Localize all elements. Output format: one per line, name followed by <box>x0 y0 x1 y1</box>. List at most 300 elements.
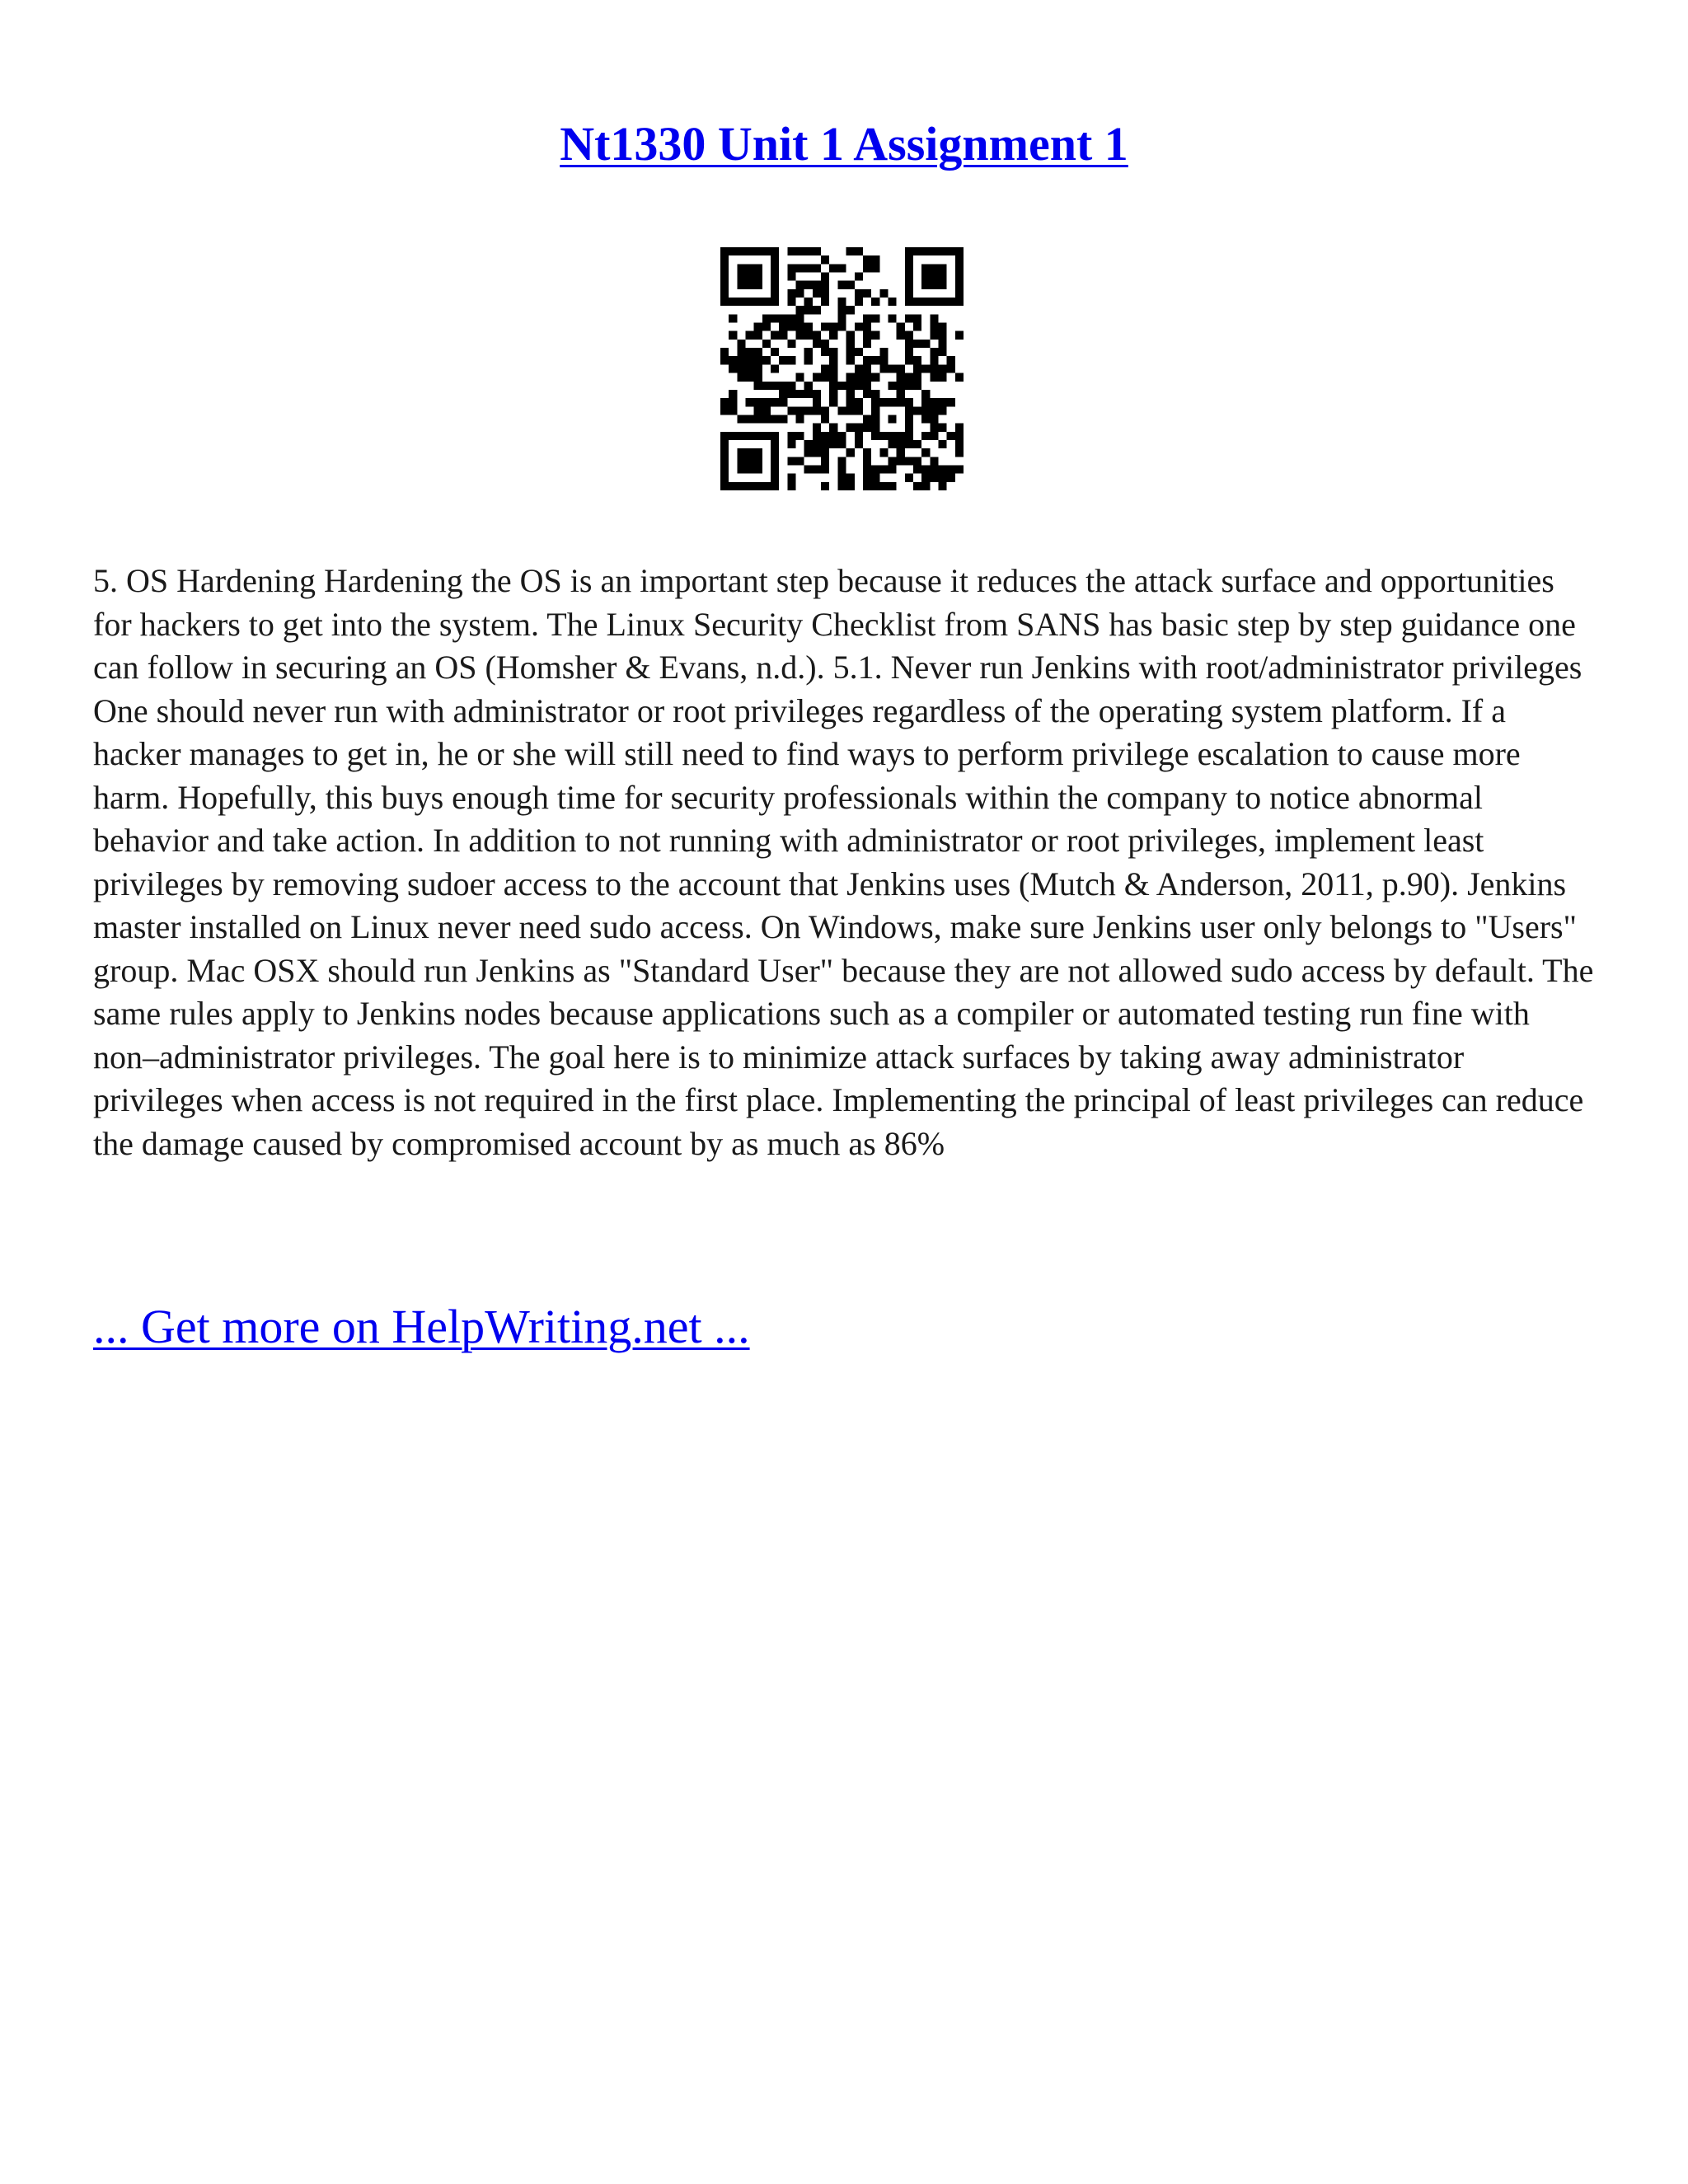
qr-module <box>905 314 913 322</box>
qr-module <box>771 289 779 298</box>
qr-module <box>855 432 863 440</box>
qr-module <box>771 448 779 457</box>
qr-module <box>779 382 787 390</box>
qr-module <box>863 340 871 348</box>
qr-module <box>888 482 896 490</box>
qr-module <box>729 406 737 415</box>
title-link[interactable]: Nt1330 Unit 1 Assignment 1 <box>560 117 1128 171</box>
qr-module <box>930 264 938 272</box>
qr-module <box>771 348 779 356</box>
qr-module <box>955 440 964 448</box>
qr-module <box>863 373 871 382</box>
qr-module <box>905 432 913 440</box>
qr-module <box>796 264 804 272</box>
qr-module <box>720 474 729 482</box>
qr-module <box>888 364 896 373</box>
qr-module <box>737 364 745 373</box>
qr-module <box>938 364 946 373</box>
qr-module <box>897 398 905 406</box>
qr-module <box>829 264 837 272</box>
qr-module <box>837 474 846 482</box>
qr-module <box>905 440 913 448</box>
qr-module <box>804 306 813 314</box>
qr-module <box>905 331 913 340</box>
qr-module <box>813 448 821 457</box>
qr-module <box>737 281 745 289</box>
more-link-line <box>93 1298 750 1356</box>
qr-module <box>837 457 846 465</box>
qr-module <box>821 406 829 415</box>
qr-module <box>871 424 879 432</box>
qr-module <box>905 373 913 382</box>
qr-module <box>813 406 821 415</box>
qr-module <box>771 465 779 473</box>
qr-module <box>837 440 846 448</box>
document-title <box>0 115 1688 173</box>
qr-module <box>837 298 846 306</box>
qr-module <box>955 273 964 281</box>
qr-module <box>737 415 745 423</box>
qr-module <box>938 482 946 490</box>
qr-module <box>837 482 846 490</box>
qr-module <box>720 465 729 473</box>
qr-module <box>930 348 938 356</box>
qr-module <box>921 247 930 255</box>
qr-module <box>921 364 930 373</box>
qr-module <box>855 406 863 415</box>
qr-module <box>829 356 837 364</box>
qr-module <box>746 373 754 382</box>
qr-module <box>754 264 762 272</box>
qr-module <box>821 482 829 490</box>
qr-module <box>913 382 921 390</box>
qr-module <box>888 432 896 440</box>
qr-module <box>796 289 804 298</box>
qr-module <box>913 314 921 322</box>
qr-module <box>754 356 762 364</box>
qr-module <box>829 390 837 398</box>
qr-module <box>821 364 829 373</box>
qr-module <box>821 373 829 382</box>
qr-module <box>821 323 829 331</box>
qr-module <box>863 424 871 432</box>
qr-module <box>829 424 837 432</box>
qr-module <box>746 432 754 440</box>
qr-module <box>938 331 946 340</box>
qr-module <box>754 415 762 423</box>
qr-module <box>729 364 737 373</box>
qr-module <box>729 390 737 398</box>
qr-module <box>930 314 938 322</box>
qr-module <box>871 465 879 473</box>
qr-module <box>754 482 762 490</box>
qr-module <box>720 264 729 272</box>
qr-module <box>804 448 813 457</box>
qr-module <box>813 440 821 448</box>
qr-module <box>720 432 729 440</box>
qr-module <box>921 474 930 482</box>
qr-module <box>796 457 804 465</box>
qr-module <box>938 298 946 306</box>
qr-module <box>796 373 804 382</box>
qr-module <box>813 247 821 255</box>
qr-module <box>754 273 762 281</box>
qr-module <box>829 382 837 390</box>
qr-module <box>821 465 829 473</box>
qr-module <box>897 373 905 382</box>
qr-module <box>913 482 921 490</box>
qr-module <box>855 273 863 281</box>
qr-module <box>846 340 855 348</box>
qr-module <box>787 382 795 390</box>
qr-module <box>771 264 779 272</box>
qr-module <box>955 424 964 432</box>
qr-module <box>855 424 863 432</box>
qr-module <box>762 432 771 440</box>
qr-module <box>754 298 762 306</box>
qr-module <box>720 356 729 364</box>
qr-module <box>754 247 762 255</box>
qr-module <box>955 448 964 457</box>
qr-module <box>829 331 837 340</box>
qr-module <box>804 406 813 415</box>
qr-module <box>771 273 779 281</box>
qr-module <box>905 281 913 289</box>
qr-module <box>746 356 754 364</box>
qr-module <box>804 331 813 340</box>
qr-module <box>837 382 846 390</box>
qr-module <box>913 247 921 255</box>
qr-module <box>930 331 938 340</box>
qr-module <box>930 415 938 423</box>
qr-module <box>879 348 888 356</box>
qr-module <box>720 440 729 448</box>
qr-module <box>905 415 913 423</box>
qr-module <box>746 415 754 423</box>
qr-module <box>787 298 795 306</box>
qr-module <box>846 247 855 255</box>
qr-module <box>771 247 779 255</box>
qr-module <box>829 432 837 440</box>
qr-module <box>955 298 964 306</box>
qr-module <box>779 314 787 322</box>
qr-module <box>855 364 863 373</box>
qr-module <box>888 298 896 306</box>
qr-module <box>921 398 930 406</box>
qr-module <box>913 340 921 348</box>
qr-module <box>888 457 896 465</box>
qr-module <box>720 247 729 255</box>
qr-module <box>897 390 905 398</box>
qr-module <box>771 440 779 448</box>
qr-module <box>871 390 879 398</box>
qr-module <box>754 398 762 406</box>
qr-module <box>905 356 913 364</box>
qr-module <box>863 390 871 398</box>
qr-module <box>938 373 946 382</box>
qr-module <box>871 298 879 306</box>
qr-module <box>846 406 855 415</box>
qr-module <box>855 247 863 255</box>
qr-module <box>938 465 946 473</box>
qr-module <box>871 474 879 482</box>
qr-module <box>955 373 964 382</box>
qr-module <box>897 432 905 440</box>
qr-module <box>921 432 930 440</box>
qr-module <box>888 314 896 322</box>
qr-module <box>821 432 829 440</box>
qr-module <box>938 247 946 255</box>
qr-module <box>947 364 955 373</box>
qr-module <box>871 432 879 440</box>
qr-module <box>863 382 871 390</box>
qr-module <box>754 457 762 465</box>
qr-module <box>762 323 771 331</box>
qr-module <box>837 264 846 272</box>
qr-module <box>863 323 871 331</box>
qr-module <box>821 298 829 306</box>
qr-module <box>746 331 754 340</box>
qr-module <box>897 323 905 331</box>
qr-module <box>921 281 930 289</box>
qr-module <box>837 406 846 415</box>
qr-module <box>897 382 905 390</box>
qr-module <box>871 356 879 364</box>
qr-module <box>905 255 913 264</box>
qr-module <box>905 406 913 415</box>
qr-module <box>746 298 754 306</box>
qr-module <box>796 247 804 255</box>
qr-module <box>930 474 938 482</box>
qr-module <box>905 289 913 298</box>
qr-module <box>913 465 921 473</box>
qr-module <box>863 465 871 473</box>
qr-module <box>754 406 762 415</box>
qr-module <box>930 364 938 373</box>
qr-module <box>779 415 787 423</box>
qr-module <box>729 331 737 340</box>
qr-module <box>821 273 829 281</box>
qr-module <box>787 273 795 281</box>
qr-module <box>888 415 896 423</box>
qr-module <box>737 432 745 440</box>
qr-module <box>796 406 804 415</box>
qr-module <box>804 298 813 306</box>
qr-module <box>855 373 863 382</box>
qr-module <box>863 314 871 322</box>
qr-module <box>829 323 837 331</box>
qr-module <box>720 281 729 289</box>
qr-module <box>921 465 930 473</box>
qr-module <box>947 465 955 473</box>
qr-module <box>938 474 946 482</box>
qr-module <box>930 273 938 281</box>
qr-module <box>888 398 896 406</box>
qr-module <box>787 289 795 298</box>
qr-module <box>846 306 855 314</box>
qr-module <box>729 482 737 490</box>
qr-module <box>746 364 754 373</box>
qr-module <box>930 356 938 364</box>
qr-module <box>846 448 855 457</box>
qr-module <box>804 390 813 398</box>
qr-module <box>737 465 745 473</box>
qr-module <box>787 340 795 348</box>
qr-module <box>871 331 879 340</box>
qr-module <box>737 448 745 457</box>
qr-module <box>863 289 871 298</box>
qr-module <box>879 432 888 440</box>
qr-module <box>729 247 737 255</box>
qr-module <box>787 264 795 272</box>
qr-module <box>771 382 779 390</box>
qr-module <box>771 255 779 264</box>
qr-module <box>821 255 829 264</box>
qr-module <box>746 448 754 457</box>
qr-module <box>897 331 905 340</box>
qr-module <box>787 474 795 482</box>
qr-module <box>796 323 804 331</box>
qr-module <box>720 482 729 490</box>
qr-module <box>779 390 787 398</box>
qr-module <box>771 482 779 490</box>
qr-module <box>905 457 913 465</box>
qr-module <box>863 457 871 465</box>
qr-module <box>855 398 863 406</box>
qr-module <box>804 465 813 473</box>
qr-module <box>762 298 771 306</box>
qr-module <box>837 314 846 322</box>
qr-module <box>813 340 821 348</box>
qr-module <box>938 424 946 432</box>
qr-module <box>720 457 729 465</box>
qr-module <box>720 273 729 281</box>
qr-module <box>871 406 879 415</box>
qr-module <box>921 448 930 457</box>
qr-module <box>921 298 930 306</box>
qr-module <box>846 382 855 390</box>
qr-module <box>787 406 795 415</box>
qr-module <box>796 281 804 289</box>
qr-module <box>720 298 729 306</box>
qr-module <box>938 348 946 356</box>
qr-module <box>921 273 930 281</box>
qr-module <box>913 457 921 465</box>
qr-module <box>863 415 871 423</box>
qr-module <box>787 457 795 465</box>
qr-module <box>863 356 871 364</box>
qr-module <box>913 298 921 306</box>
qr-module <box>813 289 821 298</box>
qr-module <box>879 364 888 373</box>
qr-module <box>813 432 821 440</box>
qr-module <box>855 298 863 306</box>
qr-module <box>821 348 829 356</box>
qr-module <box>746 465 754 473</box>
qr-module <box>930 373 938 382</box>
qr-module <box>947 247 955 255</box>
qr-module <box>762 314 771 322</box>
qr-module <box>762 356 771 364</box>
qr-module <box>754 465 762 473</box>
qr-module <box>863 255 871 264</box>
qr-module <box>947 356 955 364</box>
qr-module <box>771 415 779 423</box>
qr-module <box>930 465 938 473</box>
qr-module <box>737 273 745 281</box>
qr-module <box>930 457 938 465</box>
qr-module <box>955 331 964 340</box>
qr-module <box>720 289 729 298</box>
qr-module <box>829 398 837 406</box>
qr-module <box>804 382 813 390</box>
qr-module <box>863 448 871 457</box>
qr-module <box>821 281 829 289</box>
qr-module <box>871 482 879 490</box>
qr-module <box>930 281 938 289</box>
qr-module <box>955 432 964 440</box>
qr-module <box>771 364 779 373</box>
qr-module <box>787 482 795 490</box>
body-paragraph: 5. OS Hardening Hardening the OS is an important step because it reduces the attack surface and opportunities for hackers to get into the system. The Linux Security Checklist from SANS has basic step by step guidance one can follow in securing an OS (Homsher & Evans, n.d.). 5.1. Never run Jenkins with root/administrator privileges One should never run with administrator or root privileges regardless of the operating system platform. If a hacker manages to get in, he or she will still need to find ways to perform privilege escalation to cause more harm. Hopefully, this buys enough time for security professionals within the company to notice abnormal behavior and take action. In addition to not running with administrator or root privileges, implement least privileges by removing sudoer access to the account that Jenkins uses (Mutch & Anderson, 2011, p.90). Jenkins master installed on Linux never need sudo access. On Windows, make sure Jenkins user only belongs to "Users" group. Mac OSX should run Jenkins as "Standard User" because they are not allowed sudo access by default. The same rules apply to Jenkins nodes because applications such as a compiler or automated testing run fine with non–administrator privileges. The goal here is to minimize attack surfaces by taking away administrator privileges when access is not required in the first place. Implementing the principal of least privileges can reduce the damage caused by compromised account by as much as 86% <box>93 562 1594 1162</box>
qr-module <box>821 340 829 348</box>
get-more-link[interactable]: ... Get more on HelpWriting.net ... <box>93 1300 750 1353</box>
qr-module <box>913 356 921 364</box>
qr-module <box>947 398 955 406</box>
qr-module <box>930 424 938 432</box>
qr-module <box>905 273 913 281</box>
qr-module <box>871 264 879 272</box>
qr-module <box>888 465 896 473</box>
qr-module <box>829 373 837 382</box>
qr-module <box>837 306 846 314</box>
qr-module <box>762 398 771 406</box>
qr-module <box>879 356 888 364</box>
qr-module <box>729 314 737 322</box>
qr-module <box>947 474 955 482</box>
qr-module <box>796 390 804 398</box>
qr-module <box>930 398 938 406</box>
qr-module <box>947 432 955 440</box>
qr-module <box>737 264 745 272</box>
qr-module <box>921 406 930 415</box>
qr-module <box>813 424 821 432</box>
qr-module <box>762 340 771 348</box>
qr-module <box>779 356 787 364</box>
qr-module <box>720 406 729 415</box>
qr-module <box>804 281 813 289</box>
qr-module <box>821 415 829 423</box>
qr-module <box>771 281 779 289</box>
qr-module <box>754 364 762 373</box>
qr-module <box>855 289 863 298</box>
qr-module <box>879 448 888 457</box>
qr-module <box>837 323 846 331</box>
qr-module <box>771 457 779 465</box>
qr-module <box>863 331 871 340</box>
qr-module <box>879 465 888 473</box>
qr-module <box>796 306 804 314</box>
qr-module <box>779 331 787 340</box>
qr-module <box>938 281 946 289</box>
qr-module <box>871 255 879 264</box>
qr-module <box>796 432 804 440</box>
qr-module <box>871 398 879 406</box>
qr-module <box>921 482 930 490</box>
qr-module <box>855 382 863 390</box>
qr-module <box>737 298 745 306</box>
qr-module <box>955 281 964 289</box>
